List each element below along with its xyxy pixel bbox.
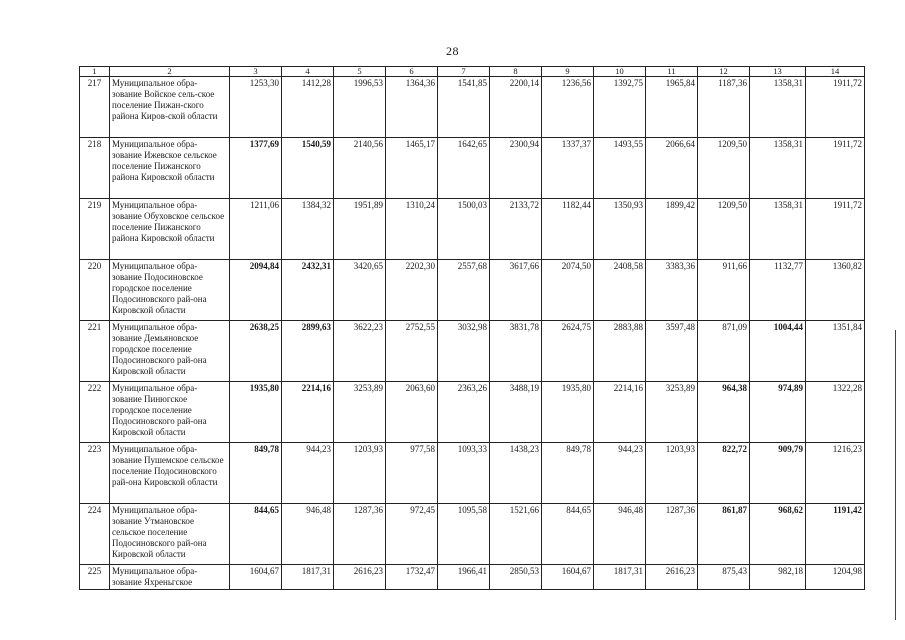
- municipality-name: Муниципальное обра-зование Яхреньгское: [110, 565, 230, 590]
- value-cell: 1465,17: [386, 138, 438, 199]
- value-cell: 871,09: [698, 321, 750, 382]
- value-cell: 1412,28: [282, 77, 334, 138]
- value-cell: 944,23: [594, 443, 646, 504]
- value-cell: 1541,85: [438, 77, 490, 138]
- municipality-name: Муниципальное обра-зование Подосиновское городское поселение Подосиновского рай-она Кировской области: [110, 260, 230, 321]
- value-cell: 1360,82: [806, 260, 865, 321]
- value-cell: 3831,78: [490, 321, 542, 382]
- value-cell: 2850,53: [490, 565, 542, 590]
- value-cell: 1935,80: [230, 382, 282, 443]
- value-cell: 875,43: [698, 565, 750, 590]
- value-cell: 1364,36: [386, 77, 438, 138]
- municipality-name: Муниципальное обра-зование Обуховское сельское поселение Пижанского района Кировской области: [110, 199, 230, 260]
- value-cell: 1191,42: [806, 504, 865, 565]
- value-cell: 844,65: [230, 504, 282, 565]
- value-cell: 1182,44: [542, 199, 594, 260]
- value-cell: 1093,33: [438, 443, 490, 504]
- header-cell: 8: [490, 67, 542, 77]
- value-cell: 1899,42: [646, 199, 698, 260]
- municipality-name: Муниципальное обра-зование Демьяновское городское поселение Подосиновского рай-она Кировской области: [110, 321, 230, 382]
- row-number: 219: [80, 199, 110, 260]
- value-cell: 946,48: [282, 504, 334, 565]
- value-cell: 2557,68: [438, 260, 490, 321]
- header-cell: 2: [110, 67, 230, 77]
- data-table: [79, 66, 865, 590]
- value-cell: 2063,60: [386, 382, 438, 443]
- value-cell: 1642,65: [438, 138, 490, 199]
- header-cell: 1: [80, 67, 110, 77]
- value-cell: 1358,31: [750, 138, 806, 199]
- header-cell: 7: [438, 67, 490, 77]
- value-cell: 861,87: [698, 504, 750, 565]
- table-row: [80, 504, 865, 565]
- header-cell: 5: [334, 67, 386, 77]
- header-cell: 3: [230, 67, 282, 77]
- value-cell: 2140,56: [334, 138, 386, 199]
- value-cell: 1203,93: [334, 443, 386, 504]
- value-cell: 3617,66: [490, 260, 542, 321]
- value-cell: 974,89: [750, 382, 806, 443]
- value-cell: 1966,41: [438, 565, 490, 590]
- value-cell: 849,78: [230, 443, 282, 504]
- value-cell: 2094,84: [230, 260, 282, 321]
- value-cell: 2432,31: [282, 260, 334, 321]
- value-cell: 2074,50: [542, 260, 594, 321]
- value-cell: 3032,98: [438, 321, 490, 382]
- table-row: [80, 382, 865, 443]
- value-cell: 1287,36: [334, 504, 386, 565]
- value-cell: 1377,69: [230, 138, 282, 199]
- value-cell: 1132,77: [750, 260, 806, 321]
- page-number: 28: [446, 44, 459, 58]
- row-number: 225: [80, 565, 110, 590]
- header-cell: 4: [282, 67, 334, 77]
- row-number: 223: [80, 443, 110, 504]
- value-cell: 3597,48: [646, 321, 698, 382]
- row-number: 224: [80, 504, 110, 565]
- header-row: [80, 67, 865, 77]
- municipality-name: Муниципальное обра-зование Пушемское сельское поселение Подосиновского рай-она Кировской области: [110, 443, 230, 504]
- value-cell: 1540,59: [282, 138, 334, 199]
- value-cell: 1203,93: [646, 443, 698, 504]
- value-cell: 1500,03: [438, 199, 490, 260]
- value-cell: 1211,06: [230, 199, 282, 260]
- municipality-name: Муниципальное обра-зование Войское сель-ское поселение Пижан-ского района Киров-ской области: [110, 77, 230, 138]
- value-cell: 911,66: [698, 260, 750, 321]
- value-cell: 3383,36: [646, 260, 698, 321]
- value-cell: 1951,89: [334, 199, 386, 260]
- value-cell: 2899,63: [282, 321, 334, 382]
- row-number: 217: [80, 77, 110, 138]
- value-cell: 1911,72: [806, 77, 865, 138]
- value-cell: 2638,25: [230, 321, 282, 382]
- municipality-name: Муниципальное обра-зование Ижевское сельское поселение Пижанского района Кировской области: [110, 138, 230, 199]
- value-cell: 1204,98: [806, 565, 865, 590]
- value-cell: 2616,23: [334, 565, 386, 590]
- table-row: [80, 77, 865, 138]
- value-cell: 1216,23: [806, 443, 865, 504]
- value-cell: 2616,23: [646, 565, 698, 590]
- value-cell: 1004,44: [750, 321, 806, 382]
- header-cell: 11: [646, 67, 698, 77]
- value-cell: 2300,94: [490, 138, 542, 199]
- value-cell: 822,72: [698, 443, 750, 504]
- value-cell: 944,23: [282, 443, 334, 504]
- header-cell: 12: [698, 67, 750, 77]
- municipality-name: Муниципальное обра-зование Утмановское сельское поселение Подосиновского рай-она Кировской области: [110, 504, 230, 565]
- value-cell: 1493,55: [594, 138, 646, 199]
- value-cell: 1236,56: [542, 77, 594, 138]
- header-cell: 14: [806, 67, 865, 77]
- value-cell: 1384,32: [282, 199, 334, 260]
- value-cell: 2214,16: [594, 382, 646, 443]
- value-cell: 2624,75: [542, 321, 594, 382]
- value-cell: 1911,72: [806, 199, 865, 260]
- table-row: [80, 321, 865, 382]
- value-cell: 2408,58: [594, 260, 646, 321]
- value-cell: 2363,26: [438, 382, 490, 443]
- value-cell: 3253,89: [646, 382, 698, 443]
- value-cell: 3622,23: [334, 321, 386, 382]
- value-cell: 1287,36: [646, 504, 698, 565]
- value-cell: 2200,14: [490, 77, 542, 138]
- value-cell: 946,48: [594, 504, 646, 565]
- value-cell: 2214,16: [282, 382, 334, 443]
- header-cell: 13: [750, 67, 806, 77]
- value-cell: 1351,84: [806, 321, 865, 382]
- value-cell: 972,45: [386, 504, 438, 565]
- row-number: 222: [80, 382, 110, 443]
- value-cell: 977,58: [386, 443, 438, 504]
- value-cell: 1095,58: [438, 504, 490, 565]
- value-cell: 1604,67: [542, 565, 594, 590]
- value-cell: 1187,36: [698, 77, 750, 138]
- value-cell: 2883,88: [594, 321, 646, 382]
- value-cell: 1209,50: [698, 138, 750, 199]
- value-cell: 3253,89: [334, 382, 386, 443]
- row-number: 221: [80, 321, 110, 382]
- value-cell: 1817,31: [282, 565, 334, 590]
- table-row: [80, 443, 865, 504]
- value-cell: 2133,72: [490, 199, 542, 260]
- scan-edge-line: [895, 330, 896, 620]
- value-cell: 968,62: [750, 504, 806, 565]
- value-cell: 1996,53: [334, 77, 386, 138]
- value-cell: 849,78: [542, 443, 594, 504]
- value-cell: 1911,72: [806, 138, 865, 199]
- value-cell: 1521,66: [490, 504, 542, 565]
- value-cell: 1732,47: [386, 565, 438, 590]
- header-cell: 9: [542, 67, 594, 77]
- value-cell: 1322,28: [806, 382, 865, 443]
- value-cell: 1965,84: [646, 77, 698, 138]
- value-cell: 964,38: [698, 382, 750, 443]
- value-cell: 2752,55: [386, 321, 438, 382]
- value-cell: 1817,31: [594, 565, 646, 590]
- value-cell: 982,18: [750, 565, 806, 590]
- value-cell: 909,79: [750, 443, 806, 504]
- value-cell: 2066,64: [646, 138, 698, 199]
- value-cell: 1392,75: [594, 77, 646, 138]
- municipality-name: Муниципальное обра-зование Пинюгское городское поселение Подосиновского рай-она Кировской области: [110, 382, 230, 443]
- value-cell: 1337,37: [542, 138, 594, 199]
- value-cell: 1358,31: [750, 77, 806, 138]
- value-cell: 1253,30: [230, 77, 282, 138]
- value-cell: 1209,50: [698, 199, 750, 260]
- value-cell: 1935,80: [542, 382, 594, 443]
- value-cell: 1310,24: [386, 199, 438, 260]
- value-cell: 1350,93: [594, 199, 646, 260]
- table-row: [80, 260, 865, 321]
- value-cell: 2202,30: [386, 260, 438, 321]
- value-cell: 1358,31: [750, 199, 806, 260]
- value-cell: 3420,65: [334, 260, 386, 321]
- value-cell: 3488,19: [490, 382, 542, 443]
- row-number: 220: [80, 260, 110, 321]
- value-cell: 1438,23: [490, 443, 542, 504]
- value-cell: 844,65: [542, 504, 594, 565]
- table-row: [80, 199, 865, 260]
- table-row: [80, 138, 865, 199]
- header-cell: 6: [386, 67, 438, 77]
- row-number: 218: [80, 138, 110, 199]
- value-cell: 1604,67: [230, 565, 282, 590]
- table-row: [80, 565, 865, 590]
- header-cell: 10: [594, 67, 646, 77]
